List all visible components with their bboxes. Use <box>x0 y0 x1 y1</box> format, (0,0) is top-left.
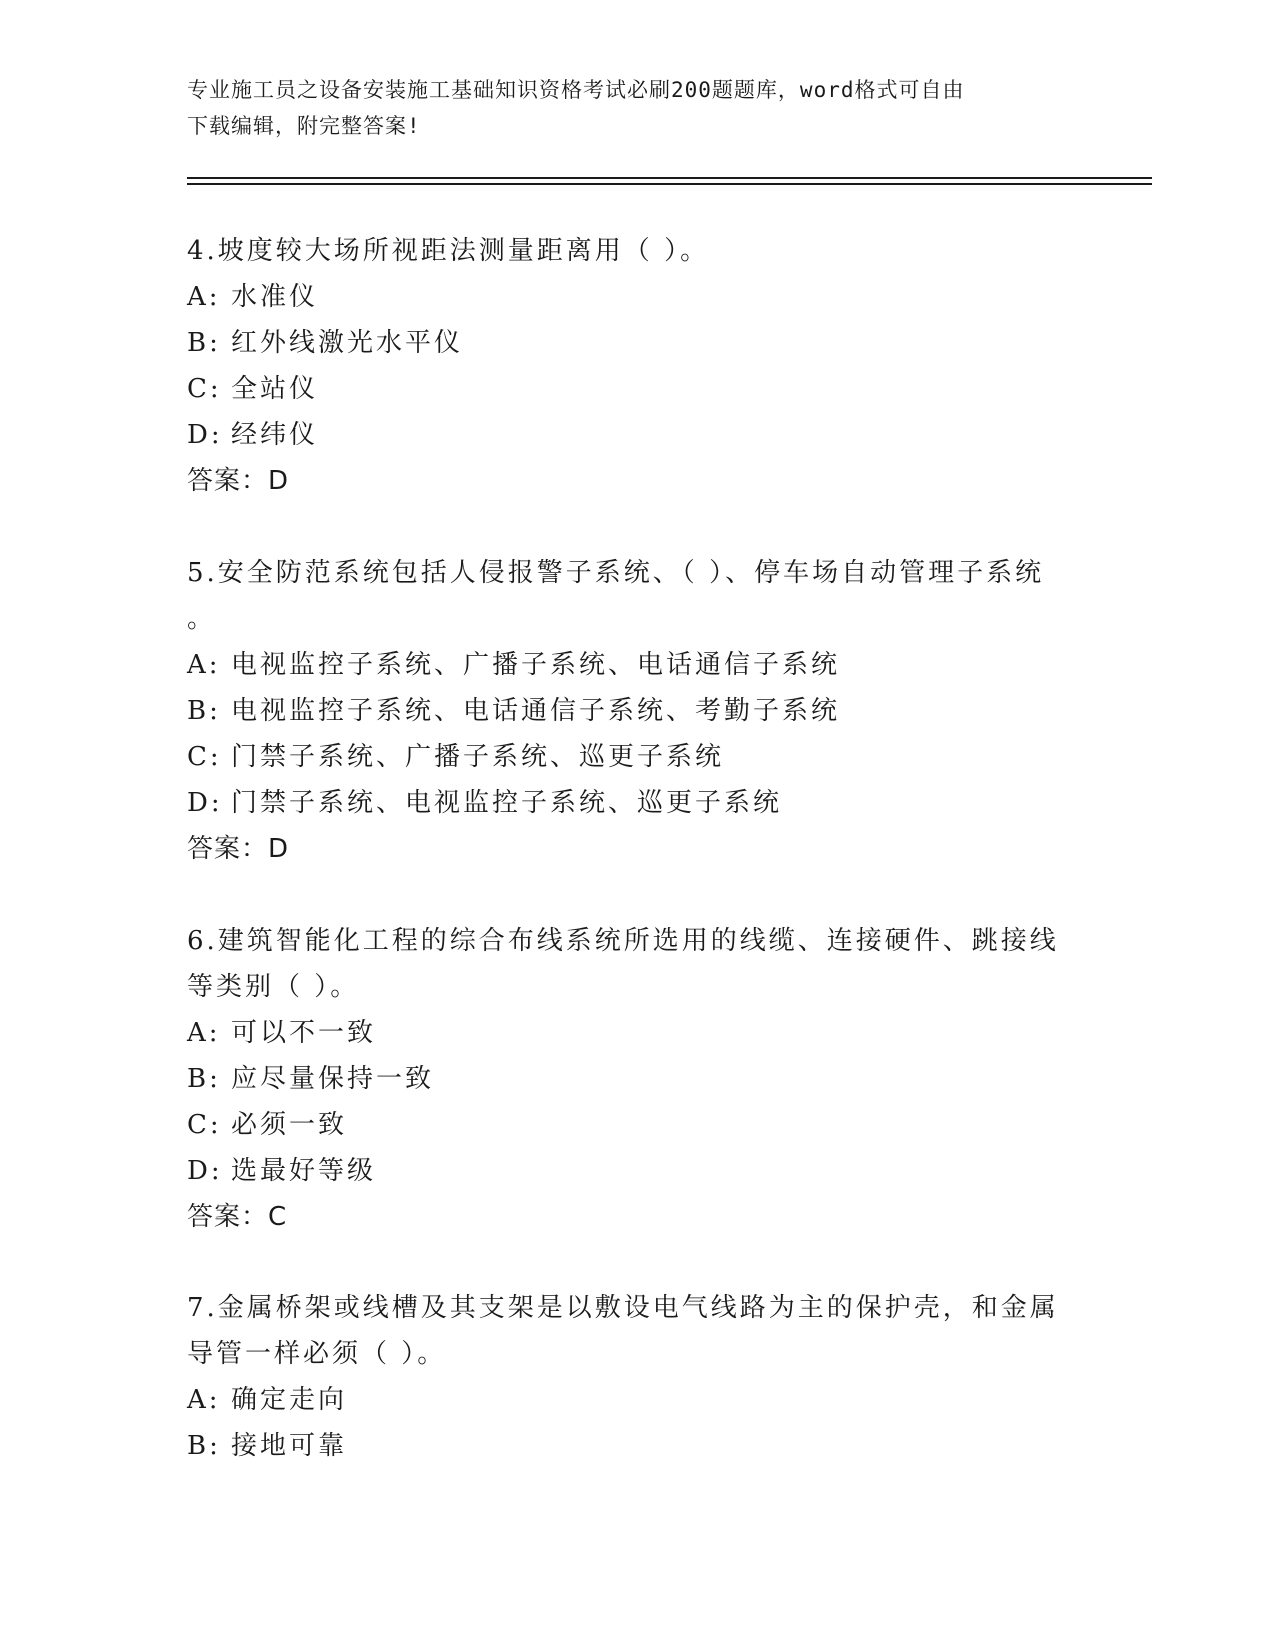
question-text-line: 等类别（ ）。 <box>187 972 360 1002</box>
option-letter: D: <box>187 788 223 818</box>
question-text-line: 7.金属桥架或线槽及其支架是以敷设电气线路为主的保护壳，和金属 <box>187 1293 1059 1323</box>
answer-text: 答案：D <box>187 466 290 496</box>
option-letter: B: <box>187 696 221 726</box>
answer-text: 答案：C <box>187 1202 288 1232</box>
question-text-line: 4.坡度较大场所视距法测量距离用（ ）。 <box>187 236 710 266</box>
option-letter: B: <box>187 1431 221 1461</box>
option-letter: C: <box>187 374 222 404</box>
option-text: 水准仪 <box>231 282 319 312</box>
option-text: 电视监控子系统、电话通信子系统、考勤子系统 <box>231 696 841 726</box>
option-letter: C: <box>187 742 222 772</box>
option-text: 门禁子系统、广播子系统、巡更子系统 <box>231 742 725 772</box>
question-text-line: 导管一样必须（ ）。 <box>187 1339 447 1369</box>
option-d <box>187 780 1087 826</box>
option-text: 确定走向 <box>231 1385 348 1415</box>
option-text: 全站仪 <box>231 374 319 404</box>
header-divider-top <box>187 177 1152 179</box>
header-divider-bottom <box>187 183 1152 185</box>
question-text <box>187 918 1087 1010</box>
question-6 <box>187 918 1087 1240</box>
answer-text: 答案：D <box>187 834 290 864</box>
option-letter: A: <box>187 1018 221 1048</box>
option-c <box>187 1102 1087 1148</box>
question-text <box>187 228 1087 274</box>
option-text: 红外线激光水平仪 <box>231 328 464 358</box>
option-letter: B: <box>187 328 221 358</box>
option-b <box>187 320 1087 366</box>
option-letter: C: <box>187 1110 222 1140</box>
option-letter: D: <box>187 1156 223 1186</box>
option-b <box>187 1056 1087 1102</box>
option-letter: A: <box>187 282 221 312</box>
option-text: 选最好等级 <box>231 1156 377 1186</box>
question-text-line: 5.安全防范系统包括人侵报警子系统、（ ）、停车场自动管理子系统 <box>187 558 1045 588</box>
option-text: 接地可靠 <box>231 1431 348 1461</box>
option-text: 应尽量保持一致 <box>231 1064 435 1094</box>
document-header <box>187 72 1087 144</box>
option-a <box>187 274 1087 320</box>
option-letter: A: <box>187 1385 221 1415</box>
option-c <box>187 366 1087 412</box>
option-letter: A: <box>187 650 221 680</box>
question-5 <box>187 550 1087 872</box>
option-d <box>187 412 1087 458</box>
option-b <box>187 688 1087 734</box>
option-c <box>187 734 1087 780</box>
question-text-line: 6.建筑智能化工程的综合布线系统所选用的线缆、连接硬件、跳接线 <box>187 926 1059 956</box>
option-b <box>187 1423 1087 1469</box>
option-letter: B: <box>187 1064 221 1094</box>
header-line-2: 下载编辑，附完整答案! <box>187 114 421 138</box>
option-letter: D: <box>187 420 223 450</box>
question-7 <box>187 1285 1087 1469</box>
option-d <box>187 1148 1087 1194</box>
option-text: 可以不一致 <box>231 1018 377 1048</box>
option-a <box>187 1010 1087 1056</box>
question-text <box>187 1285 1087 1377</box>
option-a <box>187 642 1087 688</box>
question-text <box>187 550 1087 642</box>
question-text-line: 。 <box>187 604 217 634</box>
option-a <box>187 1377 1087 1423</box>
header-line-1: 专业施工员之设备安装施工基础知识资格考试必刷200题题库，word格式可自由 <box>187 78 965 102</box>
option-text: 必须一致 <box>231 1110 348 1140</box>
question-4 <box>187 228 1087 504</box>
option-text: 电视监控子系统、广播子系统、电话通信子系统 <box>231 650 841 680</box>
option-text: 经纬仪 <box>231 420 319 450</box>
option-text: 门禁子系统、电视监控子系统、巡更子系统 <box>231 788 783 818</box>
